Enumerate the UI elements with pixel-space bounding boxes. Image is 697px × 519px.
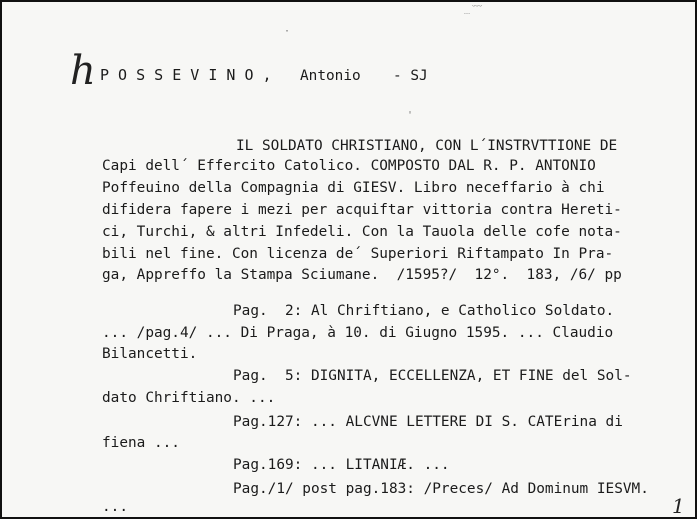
- note-line: dato Chriftiano. ...: [102, 390, 276, 406]
- author-given-name: Antonio: [300, 68, 361, 84]
- note-line: Pag. 2: Al Chriftiano, e Catholico Soldato.: [233, 303, 615, 319]
- note-line: Pag.169: ... LITANIÆ. ...: [233, 457, 450, 473]
- note-line: Pag.127: ... ALCVNE LETTERE DI S. CATErina di: [233, 414, 623, 430]
- note-line: Pag./1/ post pag.183: /Preces/ Ad Dominum IESVM.: [233, 481, 649, 497]
- card-number: 1: [672, 494, 685, 518]
- title-line: difidera fapere i mezi per acquiftar vittoria contra Hereti-: [102, 202, 622, 218]
- imprint-line: ga, Appreffo la Stampa Sciumane. /1595?/ 12°. 183, /6/ pp: [102, 267, 622, 283]
- note-line: Pag. 5: DIGNITA, ECCELLENZA, ET FINE del Sol-: [233, 368, 632, 384]
- note-line: ... /pag.4/ ... Di Praga, à 10. di Giugno 1595. ... Claudio: [102, 325, 614, 341]
- paper-speck: ﹍﹋: [462, 6, 482, 17]
- title-line: Capi dell´ Effercito Catolico. COMPOSTO DAL R. P. ANTONIO: [102, 158, 596, 174]
- title-line: bili nel fine. Con licenza de´ Superiori Riftampato In Pra-: [102, 246, 614, 262]
- note-line: Bilancetti.: [102, 346, 198, 362]
- title-line: Poffeuino della Compagnia di GIESV. Libro neceffario à chi: [102, 180, 605, 196]
- author-surname: P O S S E V I N O ,: [100, 66, 272, 84]
- note-line: ...: [102, 499, 128, 515]
- religious-order: - SJ: [393, 68, 428, 84]
- title-line: IL SOLDATO CHRISTIANO, CON L´INSTRVTTIONE DE: [236, 138, 618, 154]
- paper-speck: ·: [284, 26, 291, 37]
- handwritten-mark: h: [70, 48, 96, 94]
- title-line: ci, Turchi, & altri Infedeli. Con la Tauola delle cofe nota-: [102, 224, 622, 240]
- note-line: fiena ...: [102, 435, 180, 451]
- paper-speck: ': [407, 110, 414, 121]
